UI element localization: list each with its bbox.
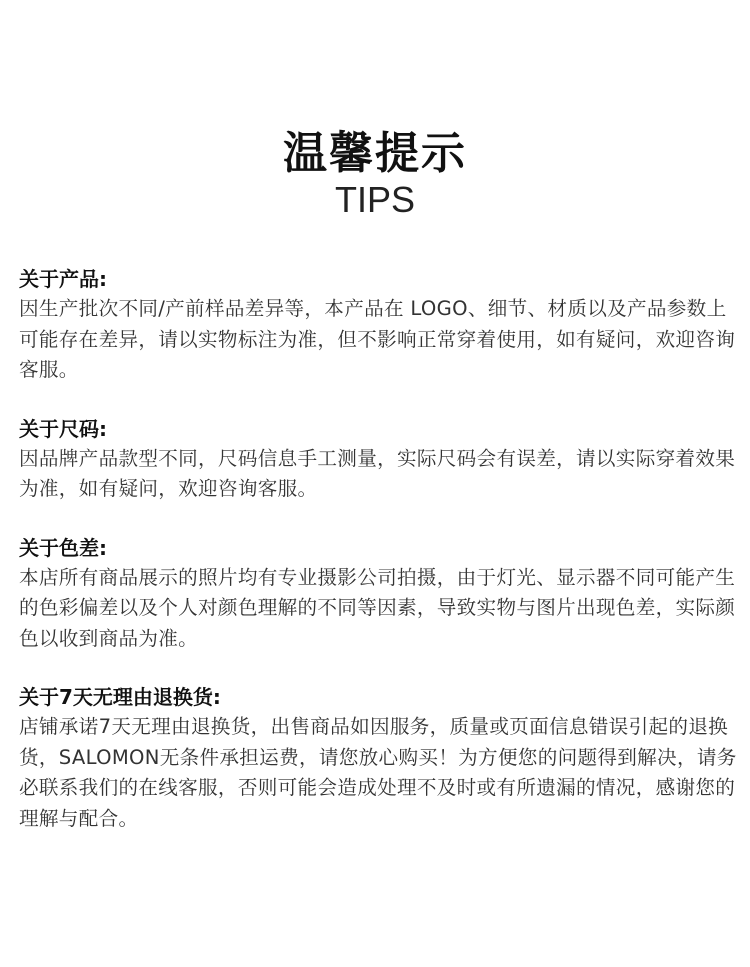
page-subtitle: TIPS <box>334 179 415 220</box>
section-body: 本店所有商品展示的照片均有专业摄影公司拍摄，由于灯光、显示器不同可能产生的色彩偏差以及个人对颜色理解的不同等因素，导致实物与图片出现色差，实际颜色以收到商品为准。 <box>19 565 736 650</box>
section-return <box>19 682 737 834</box>
section-heading: 关于产品: <box>19 267 107 291</box>
section-heading: 关于尺码: <box>19 416 107 441</box>
page-header <box>0 128 750 220</box>
section-body: 因生产批次不同/产前样品差异等，本产品在 LOGO、细节、材质以及产品参数上可能存在差异，请以实物标注为准，但不影响正常穿着使用，如有疑问，欢迎咨询客服。 <box>19 297 736 381</box>
section-size <box>19 414 737 505</box>
tips-content <box>19 264 737 862</box>
section-body: 因品牌产品款型不同，尺码信息手工测量，实际尺码会有误差，请以实际穿着效果为准，如有疑问，欢迎咨询客服。 <box>19 446 736 500</box>
section-heading: 关于7天无理由退换货: <box>19 685 221 709</box>
section-heading: 关于色差: <box>19 535 107 560</box>
section-product <box>19 264 737 386</box>
page-title: 温馨提示 <box>283 128 467 179</box>
section-body: 店铺承诺7天无理由退换货，出售商品如因服务，质量或页面信息错误引起的退换货，SALOMON无条件承担运费，请您放心购买！为方便您的问题得到解决，请务必联系我们的在线客服，否则可能会造成处理不及时或有所遗漏的情况，感谢您的理解与配合。 <box>19 715 737 830</box>
section-color <box>19 533 737 655</box>
